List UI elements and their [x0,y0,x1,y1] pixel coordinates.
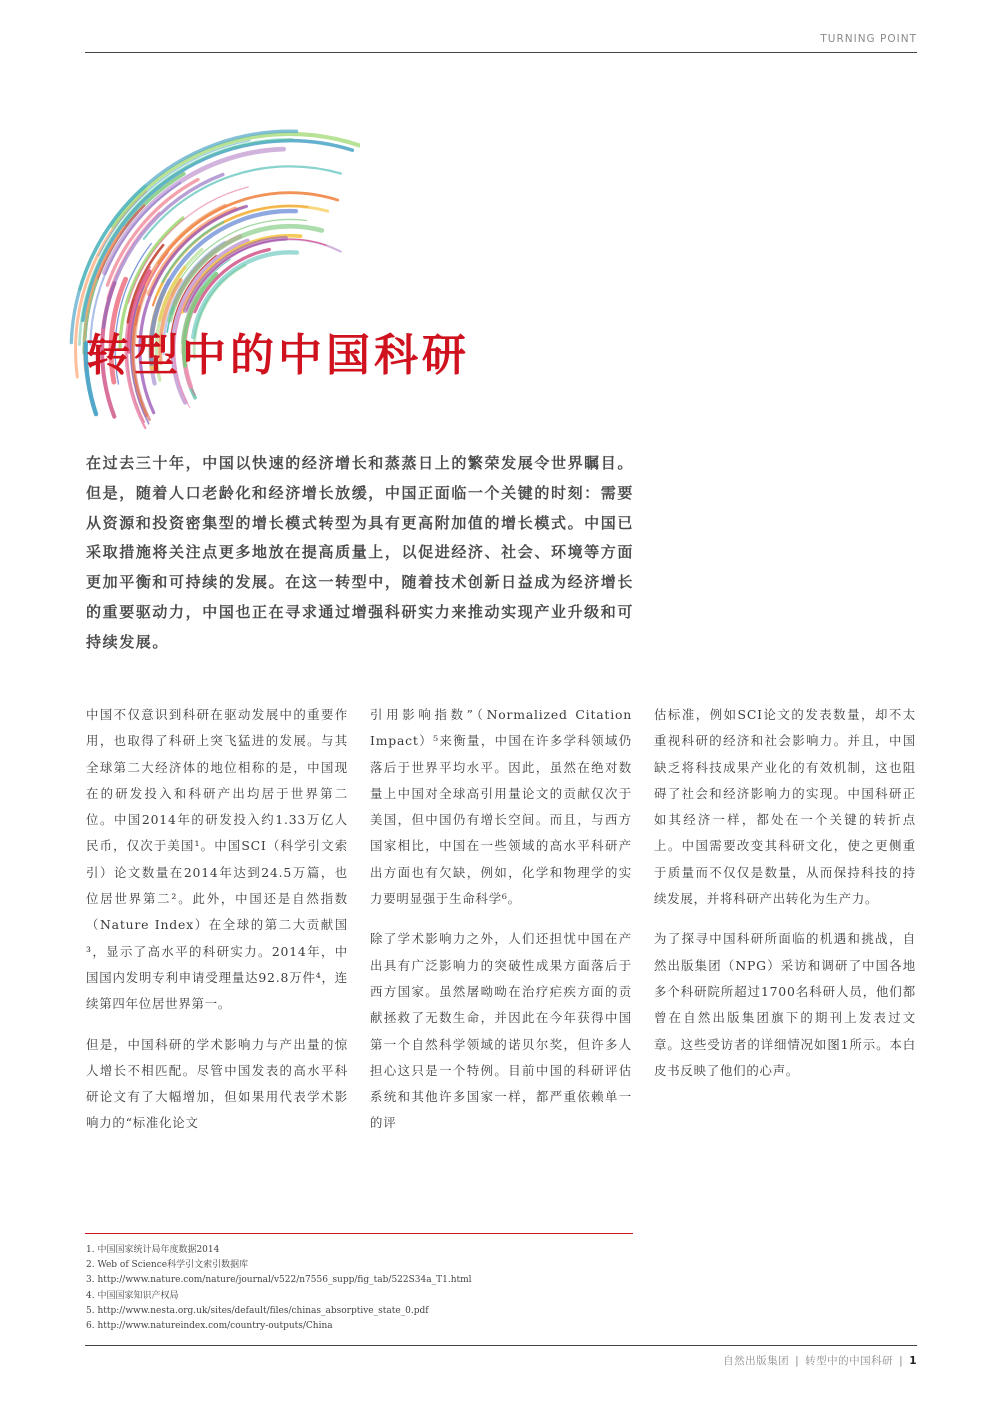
header-rule [85,52,917,53]
footnote-list [86,1243,686,1334]
body-column-1 [86,702,348,1151]
footnote-item: 6. http://www.natureindex.com/country-outputs/China [86,1321,333,1332]
body-paragraph: 但是，中国科研的学术影响力与产出量的惊人增长不相匹配。尽管中国发表的高水平科研论文有了大幅增加，但如果用代表学术影响力的“标准化论文 [86,1036,348,1131]
footnote-item: 4. 中国国家知识产权局 [86,1290,179,1301]
footer-doc-title: 转型中的中国科研 [805,1355,894,1367]
footer-separator: | [899,1355,904,1367]
body-column-2 [370,702,632,1151]
footnote-item: 1. 中国国家统计局年度数据2014 [86,1245,220,1255]
footer-rule [85,1345,917,1346]
page-number: 1 [909,1355,917,1367]
body-paragraph: 为了探寻中国科研所面临的机遇和挑战，自然出版集团（NPG）采访和调研了中国各地多个科研院所超过1700名科研人员，他们都曾在自然出版集团旗下的期刊上发表过文章。这些受访者的详细情况如图1所示。本白皮书反映了他们的心声。 [654,931,916,1078]
footnote-item: 5. http://www.nesta.org.uk/sites/default/files/chinas_absorptive_state_0.pdf [86,1305,429,1316]
page-footer [723,1353,917,1368]
body-paragraph: 引用影响指数”（Normalized Citation Impact）⁵来衡量，中国在许多学科领域仍落后于世界平均水平。因此，虽然在绝对数量上中国对全球高引用量论文的贡献仅次于美国，但中国仍有增长空间。而且，与西方国家相比，中国在一些领域的高水平科研产出方面也有欠缺，例如，化学和物理学的实力要明显强于生命科学⁶。 [370,707,632,907]
body-paragraph: 中国不仅意识到科研在驱动发展中的重要作用，也取得了科研上突飞猛进的发展。与其全球第二大经济体的地位相称的是，中国现在的研发投入和科研产出均居于世界第二位。中国2014年的研发投入约1.33万亿人民币，仅次于美国¹。中国SCI（科学引文索引）论文数量在2014年达到24.5万篇，也位居世界第二²。此外，中国还是自然指数（Nature Index）在全球的第二大贡献国³，显示了高水平的科研实力。2014年，中国国内发明专利申请受理量达92.8万件⁴，连续第四年位居世界第一。 [86,707,348,1012]
body-paragraph: 除了学术影响力之外，人们还担忧中国在产出具有广泛影响力的突破性成果方面落后于西方国家。虽然屠呦呦在治疗疟疾方面的贡献拯救了无数生命，并因此在今年获得中国第一个自然科学领域的诺贝尔奖，但许多人担心这只是一个特例。目前中国的科研评估系统和其他许多国家一样，都严重依赖单一的评 [370,931,632,1131]
footnote-rule [85,1233,633,1234]
footer-separator: | [795,1355,800,1367]
page-title: 转型中的中国科研 [86,330,470,381]
body-column-3 [654,702,916,1098]
footer-publisher: 自然出版集团 [723,1355,790,1367]
body-paragraph: 估标准，例如SCI论文的发表数量，却不太重视科研的经济和社会影响力。并且，中国缺乏将科技成果产业化的有效机制，这也阻碍了社会和经济影响力的实现。中国科研正如其经济一样，都处在一个关键的转折点上。中国需要改变其科研文化，使之更侧重于质量而不仅仅是数量，从而保持科技的持续发展，并将科研产出转化为生产力。 [654,707,916,907]
footnote-item: 3. http://www.nature.com/nature/journal/v522/n7556_supp/fig_tab/522S34a_T1.html [86,1275,472,1286]
lead-paragraph: 在过去三十年，中国以快速的经济增长和蒸蒸日上的繁荣发展令世界瞩目。但是，随着人口老龄化和经济增长放缓，中国正面临一个关键的时刻：需要从资源和投资密集型的增长模式转型为具有更高附加值的增长模式。中国已采取措施将关注点更多地放在提高质量上，以促进经济、社会、环境等方面更加平衡和可持续的发展。在这一转型中，随着技术创新日益成为经济增长的重要驱动力，中国也正在寻求通过增强科研实力来推动实现产业升级和可持续发展。 [86,454,634,651]
footnote-item: 2. Web of Science科学引文索引数据库 [86,1260,249,1271]
running-title: TURNING POINT [820,33,917,45]
